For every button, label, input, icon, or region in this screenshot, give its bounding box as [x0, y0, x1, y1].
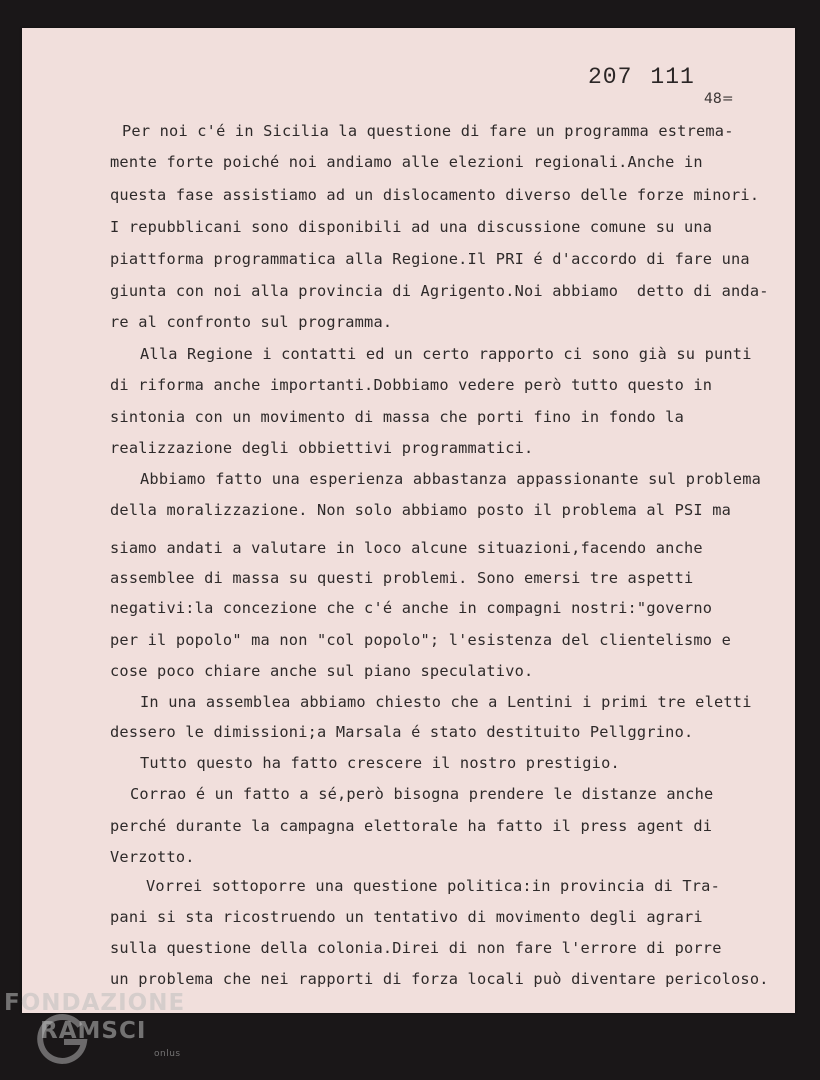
page-number-second: 111	[650, 64, 695, 90]
text-line: re al confronto sul programma.	[110, 313, 393, 331]
text-line: Per noi c'é in Sicilia la questione di fare un programma estrema-	[122, 122, 734, 140]
text-line: Alla Regione i contatti ed un certo rapporto ci sono già su punti	[140, 345, 752, 363]
handwritten-page-number: 48=	[704, 91, 734, 107]
text-line: pani si sta ricostruendo un tentativo di movimento degli agrari	[110, 908, 703, 926]
text-line: questa fase assistiamo ad un dislocamento diverso delle forze minori.	[110, 186, 760, 204]
text-line: I repubblicani sono disponibili ad una discussione comune su una	[110, 218, 713, 236]
text-line: assemblee di massa su questi problemi. Sono emersi tre aspetti	[110, 569, 694, 587]
page-number-first: 207	[588, 64, 633, 90]
text-line: sintonia con un movimento di massa che porti fino in fondo la	[110, 408, 684, 426]
watermark-line3: onlus	[154, 1049, 181, 1059]
text-line: siamo andati a valutare in loco alcune situazioni,facendo anche	[110, 539, 703, 557]
document-page	[22, 28, 795, 1013]
text-line: dessero le dimissioni;a Marsala é stato destituito Pellggrino.	[110, 723, 694, 741]
text-line: perché durante la campagna elettorale ha fatto il press agent di	[110, 817, 713, 835]
text-line: cose poco chiare anche sul piano speculativo.	[110, 662, 534, 680]
text-line: In una assemblea abbiamo chiesto che a Lentini i primi tre eletti	[140, 693, 752, 711]
text-line: giunta con noi alla provincia di Agrigento.Noi abbiamo detto di anda-	[110, 282, 769, 300]
text-line: Corrao é un fatto a sé,però bisogna prendere le distanze anche	[130, 785, 714, 803]
text-line: per il popolo" ma non "col popolo"; l'esistenza del clientelismo e	[110, 631, 732, 649]
text-line: Verzotto.	[110, 848, 195, 866]
watermark-line1: FONDAZIONE	[4, 990, 186, 1016]
text-line: Abbiamo fatto una esperienza abbastanza appassionante sul problema	[140, 470, 762, 488]
text-line: di riforma anche importanti.Dobbiamo vedere però tutto questo in	[110, 376, 713, 394]
text-line: un problema che nei rapporti di forza locali può diventare pericoloso.	[110, 970, 769, 988]
text-line: piattforma programmatica alla Regione.Il PRI é d'accordo di fare una	[110, 250, 750, 268]
text-line: negativi:la concezione che c'é anche in compagni nostri:"governo	[110, 599, 713, 617]
text-line: sulla questione della colonia.Direi di non fare l'errore di porre	[110, 939, 722, 957]
watermark-line2: RAMSCI	[40, 1018, 147, 1044]
text-line: realizzazione degli obbiettivi programmatici.	[110, 439, 534, 457]
watermark-logo	[4, 990, 214, 1080]
text-line: della moralizzazione. Non solo abbiamo posto il problema al PSI ma	[110, 501, 732, 519]
text-line: Vorrei sottoporre una questione politica:in provincia di Tra-	[146, 877, 720, 895]
page-number	[588, 64, 713, 90]
text-line: Tutto questo ha fatto crescere il nostro prestigio.	[140, 754, 620, 772]
text-line: mente forte poiché noi andiamo alle elezioni regionali.Anche in	[110, 153, 703, 171]
